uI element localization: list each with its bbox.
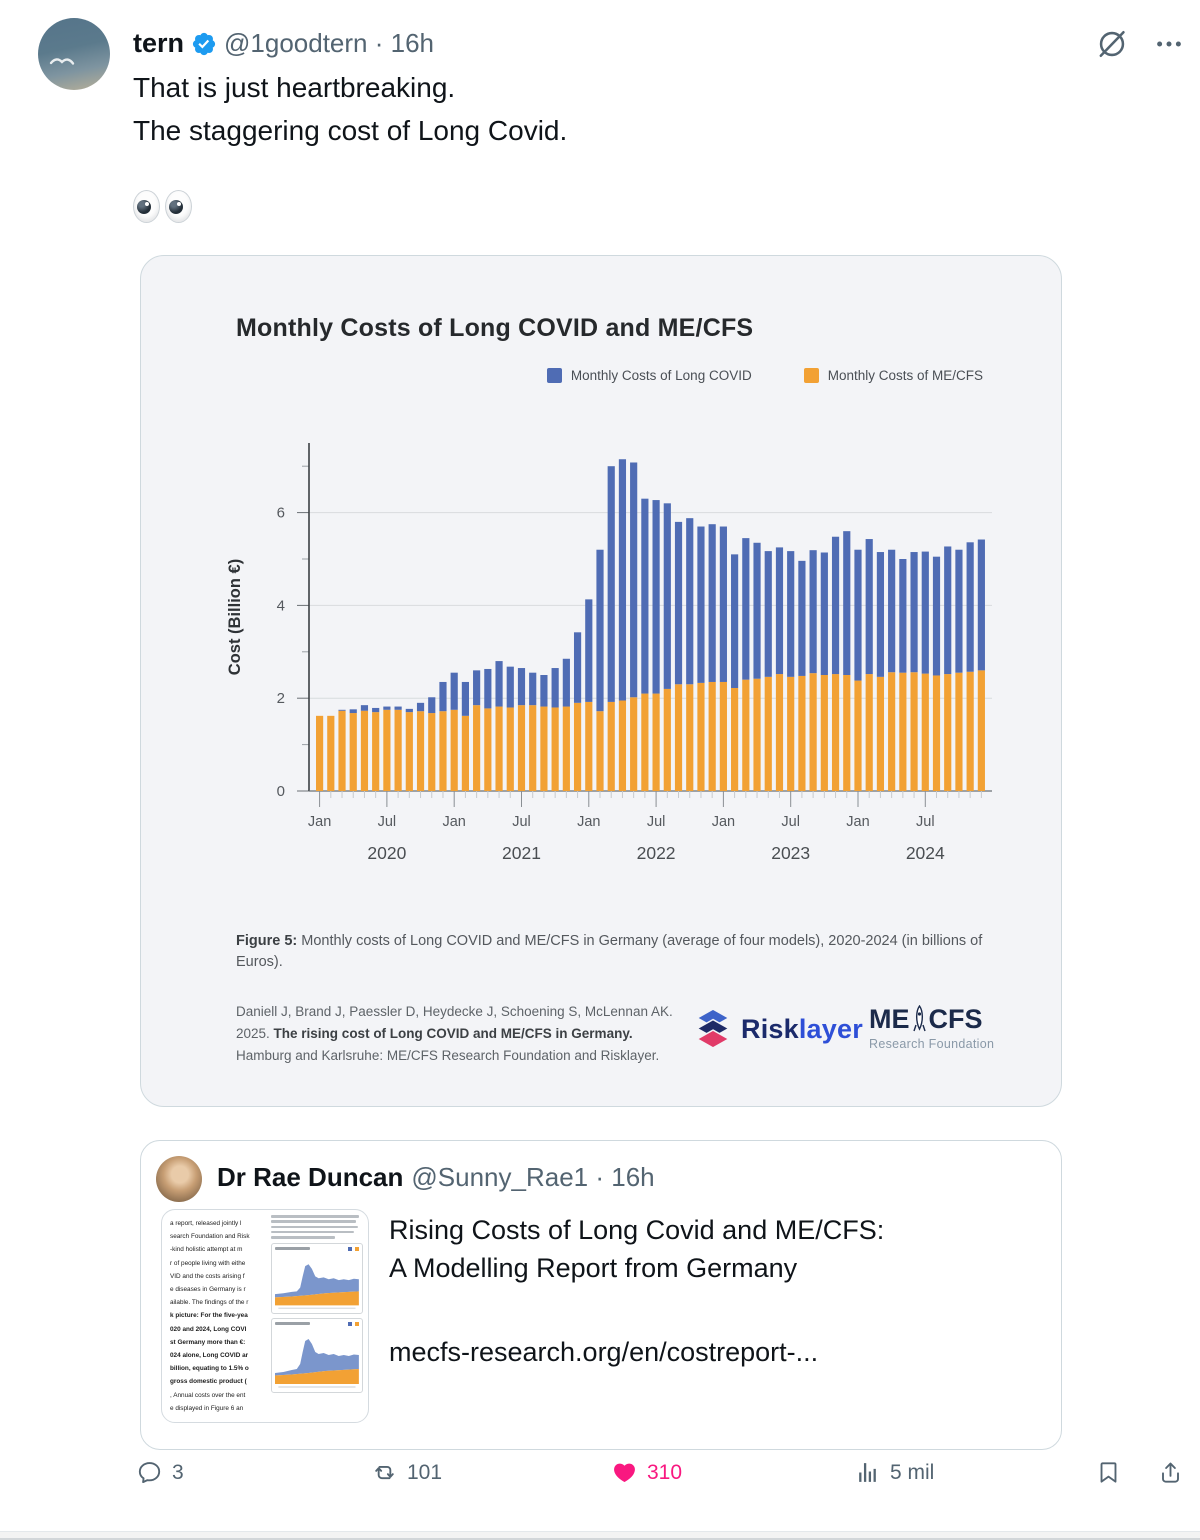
thumbnail-text-line: k picture: For the five-yea [170,1312,248,1320]
thumbnail-text-line: , Annual costs over the ent [170,1391,246,1399]
legend-label: Monthly Costs of ME/CFS [827,368,983,383]
mecfs-foundation-sub: Research Foundation [869,1037,995,1051]
chart-legend [547,368,983,383]
heart-icon [612,1460,637,1485]
tweet-text-line1: That is just heartbreaking. [133,72,456,103]
thumbnail-text-line: ailable. The findings of the r [170,1299,249,1307]
svg-text:Jul: Jul [512,814,531,830]
thumbnail-paragraph-stripes [271,1215,363,1239]
action-bar [0,1460,1200,1506]
legend-item-0 [547,368,752,383]
more-icon[interactable] [1154,29,1184,59]
citation-line1: Daniell J, Brand J, Paessler D, Heydecke J, Schoening S, McLennan AK. [236,1004,673,1019]
svg-text:Jul: Jul [377,814,397,830]
figure-caption-label: Figure 5: [236,933,298,949]
citation-line2: 2025. The rising cost of Long COVID and ME/CFS in Germany. [236,1026,633,1041]
svg-text:Cost (Billion €): Cost (Billion €) [226,558,244,676]
legend-item-1 [804,368,983,383]
thumbnail-text-line: search Foundation and Risk [170,1233,250,1241]
grok-icon[interactable] [1096,28,1128,60]
link-thumbnail[interactable] [161,1209,369,1423]
thumbnail-text-line: -kind holistic attempt at m [170,1246,243,1254]
bookmark-button[interactable] [1096,1460,1121,1485]
thumbnail-text-line: VID and the costs arising f [170,1272,245,1280]
quoted-tweet-card[interactable] [140,1140,1062,1450]
thumbnail-text-line: st Germany more than €: [170,1338,246,1346]
rocket-icon [913,1005,926,1035]
like-count: 310 [647,1460,683,1484]
svg-text:Jan: Jan [711,814,736,830]
svg-text:0: 0 [276,783,285,800]
quote-avatar[interactable] [156,1156,202,1202]
repost-icon [372,1460,397,1485]
share-button[interactable] [1158,1460,1183,1485]
svg-text:2023: 2023 [771,843,811,863]
citation-line3: Hamburg and Karlsruhe: ME/CFS Research Foundation and Risklayer. [236,1048,660,1063]
thumbnail-mini-chart-1 [271,1243,363,1314]
avatar[interactable] [38,18,110,90]
legend-swatch [804,368,819,383]
svg-text:4: 4 [276,597,285,615]
svg-text:Jul: Jul [781,814,800,830]
svg-text:Jan: Jan [846,814,870,830]
thumbnail-text-line: billion, equating to 1.5% o [170,1365,249,1373]
thumbnail-text-line: 020 and 2024, Long COVI [170,1325,247,1333]
legend-swatch [547,368,562,383]
svg-text:2024: 2024 [905,843,945,863]
eye-right-icon [165,190,192,223]
svg-text:Jul: Jul [646,814,666,830]
eye-left-icon [133,190,160,223]
mecfs-foundation-logo: ME CFS Research Foundation [869,1004,995,1051]
svg-text:Jan: Jan [307,814,332,830]
thumbnail-chart-column [269,1210,368,1422]
thumbnail-text-column [162,1210,269,1422]
tweet-text-line2: The staggering cost of Long Covid. [133,115,568,146]
thumbnail-text-line: r of people living with eithe [170,1259,246,1267]
reply-button[interactable] [137,1460,184,1485]
views-count: 5 mil [890,1460,935,1484]
display-name[interactable]: tern [133,28,185,58]
like-button[interactable] [612,1460,682,1485]
bookmark-icon [1096,1460,1121,1485]
thumbnail-text-line: gross domestic product ( [170,1378,247,1386]
bird-silhouette-icon [38,18,110,90]
svg-text:Jul: Jul [916,814,935,830]
quote-url: mecfs-research.org/en/costreport-... [389,1337,819,1367]
repost-count: 101 [407,1460,443,1484]
svg-text:Jan: Jan [577,814,601,830]
thumbnail-mini-chart-2 [271,1318,363,1393]
legend-label: Monthly Costs of Long COVID [570,368,752,383]
bottom-divider [0,1531,1200,1540]
svg-text:2020: 2020 [367,843,407,863]
chart-image-card[interactable] [140,255,1062,1107]
thumbnail-text-line: 024 alone, Long COVID ar [170,1352,249,1360]
citation [236,1001,673,1067]
eyes-emoji [133,190,192,223]
svg-text:6: 6 [276,504,285,522]
thumbnail-text-line: a report, released jointly l [170,1220,242,1227]
svg-text:2021: 2021 [502,843,541,863]
quote-handle-timestamp: @Sunny_Rae1 · 16h [411,1162,655,1192]
figure-caption-text: Monthly costs of Long COVID and ME/CFS in Germany (average of four models), 2020-2024 (in billions of Euros). [236,933,983,970]
thumbnail-text-line: e diseases in Germany is r [170,1286,246,1294]
views-icon [855,1460,880,1485]
tweet-text [133,66,567,152]
chart-title: Monthly Costs of Long COVID and ME/CFS [236,314,754,342]
handle-timestamp[interactable]: @1goodtern · 16h [224,28,434,58]
svg-text:2: 2 [276,690,285,708]
verified-badge-icon [191,31,217,57]
svg-text:2022: 2022 [636,843,676,863]
risklayer-icon [694,1008,732,1050]
repost-button[interactable] [372,1460,442,1485]
views-button[interactable] [855,1460,934,1485]
reply-icon [137,1460,162,1485]
quote-display-name[interactable]: Dr Rae Duncan [217,1162,404,1192]
cost-chart [214,421,1014,867]
risklayer-logo: Risklayer [694,1008,863,1050]
svg-text:Jan: Jan [442,814,466,830]
thumbnail-text-line: e displayed in Figure 6 an [170,1404,244,1412]
share-icon [1158,1460,1183,1485]
reply-count: 3 [172,1460,184,1484]
figure-caption [236,931,996,973]
quote-title: Rising Costs of Long Covid and ME/CFS: A Modelling Report from Germany [389,1215,885,1283]
